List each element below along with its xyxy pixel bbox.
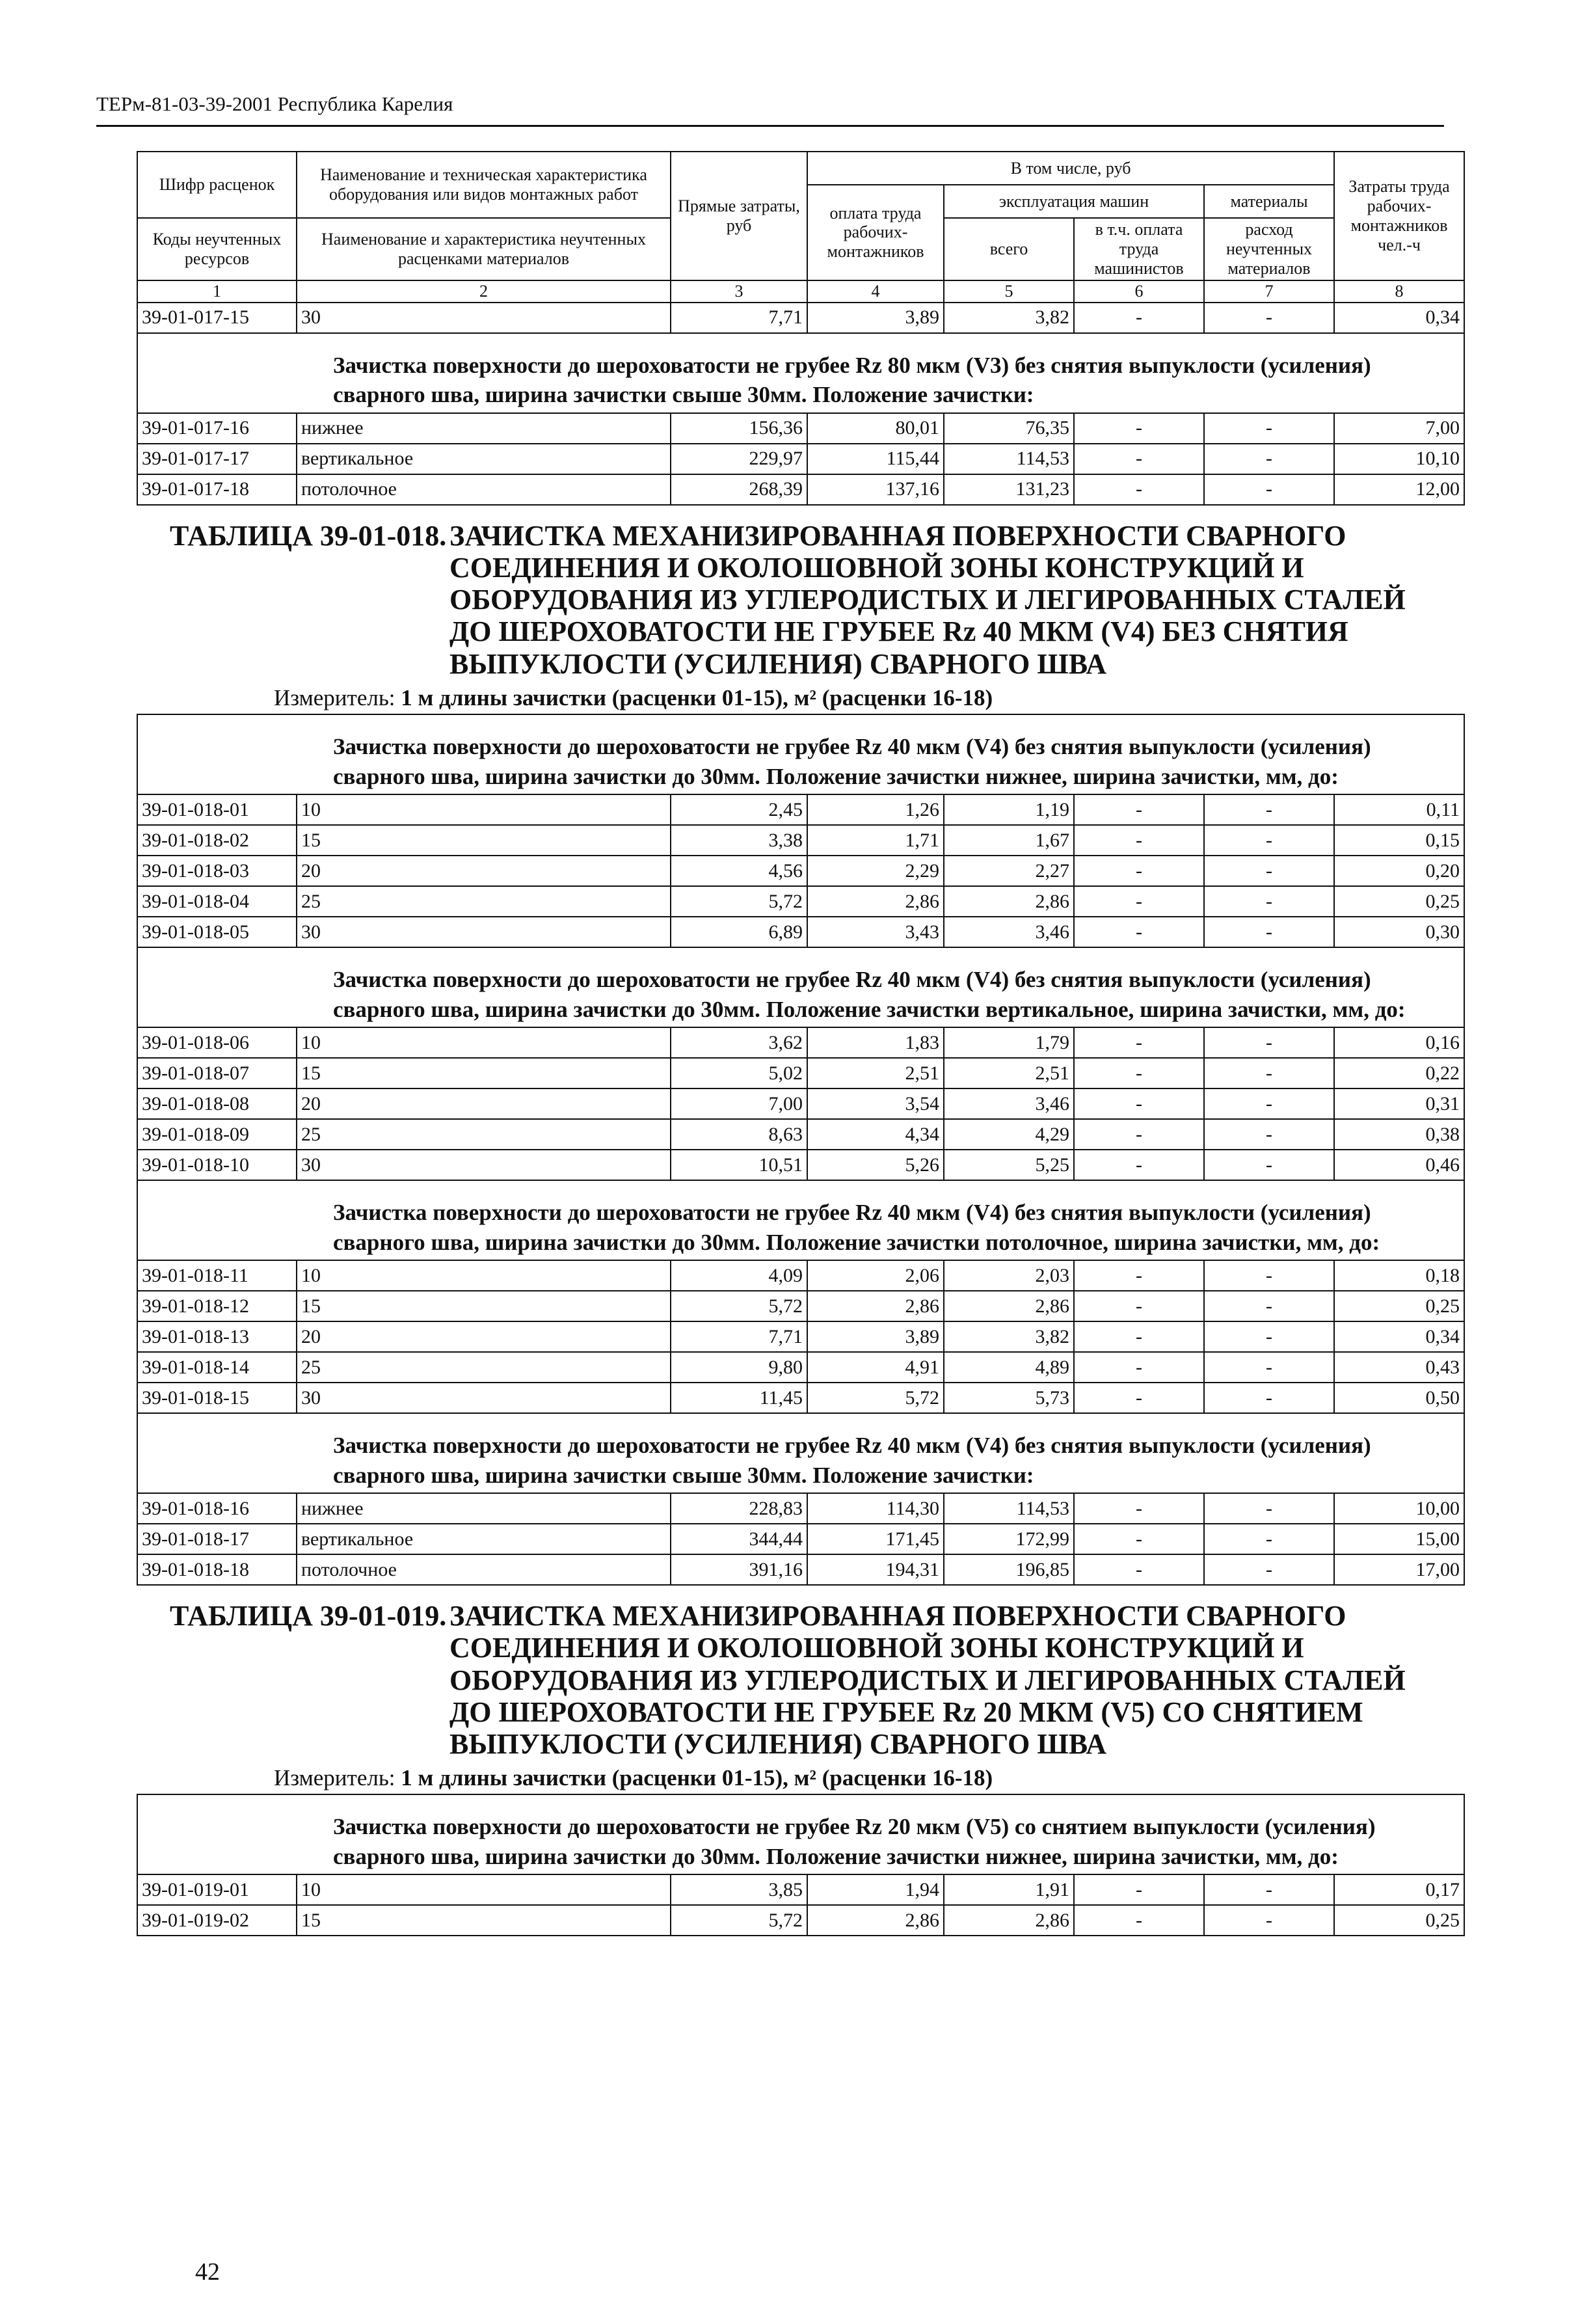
unit-text: 1 м длины зачистки (расценки 01-15), м² (расценки 16-18) — [401, 1765, 993, 1791]
table-row — [137, 1874, 1464, 1905]
labor-cost: 2,06 — [807, 1260, 944, 1291]
direct-cost: 228,83 — [671, 1493, 807, 1524]
section-description: Зачистка поверхности до шероховатости не грубее Rz 40 мкм (V4) без снятия выпуклости (усиления) сварного шва, ширина зачистки до 30мм. Положение зачистки потолочное, ширина зачистки, мм, до: — [137, 1180, 1464, 1260]
rate-code: 39-01-017-18 — [137, 474, 297, 505]
machine-cost: 196,85 — [944, 1554, 1074, 1585]
section-description: Зачистка поверхности до шероховатости не грубее Rz 40 мкм (V4) без снятия выпуклости (усиления) сварного шва, ширина зачистки до 30мм. Положение зачистки вертикальное, ширина зачистки, мм, до: — [137, 947, 1464, 1027]
direct-cost: 5,72 — [671, 1905, 807, 1936]
rate-code: 39-01-018-11 — [137, 1260, 297, 1291]
direct-cost: 3,38 — [671, 825, 807, 856]
table-heading — [137, 1585, 1464, 1794]
labor-cost: 137,16 — [807, 474, 944, 505]
labor-hours: 0,30 — [1334, 917, 1464, 947]
section-row — [137, 1413, 1464, 1493]
unit-of-measure — [137, 685, 1464, 711]
material-usage: - — [1204, 1027, 1334, 1058]
machine-cost: 5,25 — [944, 1150, 1074, 1180]
rate-name: 15 — [297, 1291, 671, 1321]
table-row — [137, 794, 1464, 825]
labor-hours: 0,43 — [1334, 1352, 1464, 1383]
direct-cost: 229,97 — [671, 444, 807, 474]
machine-cost: 3,46 — [944, 1088, 1074, 1119]
labor-cost: 2,86 — [807, 1905, 944, 1936]
material-usage: - — [1204, 886, 1334, 917]
section-row — [137, 947, 1464, 1027]
rate-name: вертикальное — [297, 1524, 671, 1554]
col-mach-total-header: всего — [944, 218, 1074, 280]
material-usage: - — [1204, 1383, 1334, 1413]
col-hours-header: Затраты труда рабочих-монтажников чел.-ч — [1334, 152, 1464, 280]
direct-cost: 7,71 — [671, 303, 807, 333]
rate-code: 39-01-018-09 — [137, 1119, 297, 1150]
machinist-wage: - — [1074, 886, 1204, 917]
labor-hours: 12,00 — [1334, 474, 1464, 505]
rate-name: 10 — [297, 1874, 671, 1905]
table-row — [137, 1291, 1464, 1321]
machinist-wage: - — [1074, 856, 1204, 886]
labor-cost: 80,01 — [807, 413, 944, 444]
labor-cost: 114,30 — [807, 1493, 944, 1524]
labor-hours: 0,18 — [1334, 1260, 1464, 1291]
direct-cost: 7,71 — [671, 1321, 807, 1352]
labor-hours: 0,46 — [1334, 1150, 1464, 1180]
labor-hours: 0,17 — [1334, 1874, 1464, 1905]
rate-code: 39-01-018-04 — [137, 886, 297, 917]
col-direct-header: Прямые затраты, руб — [671, 152, 807, 280]
table-row — [137, 1260, 1464, 1291]
section-description: Зачистка поверхности до шероховатости не грубее Rz 80 мкм (V3) без снятия выпуклости (усиления) сварного шва, ширина зачистки свыше 30мм. Положение зачистки: — [137, 333, 1464, 413]
labor-cost: 2,86 — [807, 1291, 944, 1321]
table-row — [137, 1554, 1464, 1585]
machine-cost: 114,53 — [944, 1493, 1074, 1524]
col-number: 4 — [807, 280, 944, 303]
machine-cost: 1,19 — [944, 794, 1074, 825]
table-row — [137, 917, 1464, 947]
table-heading-row — [137, 1585, 1464, 1794]
machinist-wage: - — [1074, 474, 1204, 505]
table-title: ЗАЧИСТКА МЕХАНИЗИРОВАННАЯ ПОВЕРХНОСТИ СВАРНОГО СОЕДИНЕНИЯ И ОКОЛОШОВНОЙ ЗОНЫ КОНСТРУКЦИЙ И ОБОРУДОВАНИЯ ИЗ УГЛЕРОДИСТЫХ И ЛЕГИРОВАННЫХ СТАЛЕЙ ДО ШЕРОХОВАТОСТИ НЕ ГРУБЕЕ Rz 20 МКМ (V5) СО СНЯТИЕМ ВЫПУКЛОСТИ (УСИЛЕНИЯ) СВАРНОГО ШВА — [449, 1600, 1406, 1761]
section-description: Зачистка поверхности до шероховатости не грубее Rz 40 мкм (V4) без снятия выпуклости (усиления) сварного шва, ширина зачистки до 30мм. Положение зачистки нижнее, ширина зачистки, мм, до: — [137, 714, 1464, 794]
table-title: ЗАЧИСТКА МЕХАНИЗИРОВАННАЯ ПОВЕРХНОСТИ СВАРНОГО СОЕДИНЕНИЯ И ОКОЛОШОВНОЙ ЗОНЫ КОНСТРУКЦИЙ И ОБОРУДОВАНИЯ ИЗ УГЛЕРОДИСТЫХ И ЛЕГИРОВАННЫХ СТАЛЕЙ ДО ШЕРОХОВАТОСТИ НЕ ГРУБЕЕ Rz 40 МКМ (V4) БЕЗ СНЯТИЯ ВЫПУКЛОСТИ (УСИЛЕНИЯ) СВАРНОГО ШВА — [449, 519, 1406, 680]
machine-cost: 3,82 — [944, 1321, 1074, 1352]
col-name-header: Наименование и техническая характеристика оборудования или видов монтажных работ — [297, 152, 671, 218]
col-number: 6 — [1074, 280, 1204, 303]
labor-cost: 1,26 — [807, 794, 944, 825]
unit-of-measure — [137, 1765, 1464, 1791]
machinist-wage: - — [1074, 1260, 1204, 1291]
machine-cost: 2,86 — [944, 886, 1074, 917]
labor-cost: 4,91 — [807, 1352, 944, 1383]
rate-code: 39-01-019-02 — [137, 1905, 297, 1936]
machinist-wage: - — [1074, 1352, 1204, 1383]
labor-cost: 1,71 — [807, 825, 944, 856]
col-mat-usage-header: расход неучтенных материалов — [1204, 218, 1334, 280]
machine-cost: 3,82 — [944, 303, 1074, 333]
machinist-wage: - — [1074, 1905, 1204, 1936]
machinist-wage: - — [1074, 303, 1204, 333]
direct-cost: 3,62 — [671, 1027, 807, 1058]
table-row — [137, 1027, 1464, 1058]
direct-cost: 5,72 — [671, 886, 807, 917]
direct-cost: 4,09 — [671, 1260, 807, 1291]
labor-hours: 0,38 — [1334, 1119, 1464, 1150]
table-row — [137, 474, 1464, 505]
rate-name: 25 — [297, 886, 671, 917]
table-row — [137, 825, 1464, 856]
rate-name: 15 — [297, 1058, 671, 1088]
labor-hours: 0,25 — [1334, 1905, 1464, 1936]
machinist-wage: - — [1074, 917, 1204, 947]
col-number: 8 — [1334, 280, 1464, 303]
labor-cost: 115,44 — [807, 444, 944, 474]
material-usage: - — [1204, 1058, 1334, 1088]
table-title-block — [137, 520, 1464, 680]
machine-cost: 1,91 — [944, 1874, 1074, 1905]
rate-name: нижнее — [297, 413, 671, 444]
machinist-wage: - — [1074, 1874, 1204, 1905]
table-row — [137, 1383, 1464, 1413]
rate-code: 39-01-017-17 — [137, 444, 297, 474]
col-material-name-header: Наименование и характеристика неучтенных расценками материалов — [297, 218, 671, 280]
rate-code: 39-01-018-14 — [137, 1352, 297, 1383]
table-heading-row — [137, 505, 1464, 714]
rate-name: 10 — [297, 1260, 671, 1291]
direct-cost: 3,85 — [671, 1874, 807, 1905]
machine-cost: 2,86 — [944, 1291, 1074, 1321]
material-usage: - — [1204, 1524, 1334, 1554]
rate-code: 39-01-018-17 — [137, 1524, 297, 1554]
machine-cost: 172,99 — [944, 1524, 1074, 1554]
direct-cost: 6,89 — [671, 917, 807, 947]
machinist-wage: - — [1074, 1383, 1204, 1413]
machinist-wage: - — [1074, 1088, 1204, 1119]
direct-cost: 344,44 — [671, 1524, 807, 1554]
labor-cost: 3,89 — [807, 303, 944, 333]
labor-hours: 0,34 — [1334, 303, 1464, 333]
rate-code: 39-01-018-01 — [137, 794, 297, 825]
labor-cost: 4,34 — [807, 1119, 944, 1150]
rate-code: 39-01-018-08 — [137, 1088, 297, 1119]
table-row — [137, 1058, 1464, 1088]
unit-label: Измеритель: — [274, 685, 401, 710]
direct-cost: 7,00 — [671, 1088, 807, 1119]
direct-cost: 2,45 — [671, 794, 807, 825]
labor-cost: 2,86 — [807, 886, 944, 917]
direct-cost: 11,45 — [671, 1383, 807, 1413]
page-number: 42 — [195, 2258, 220, 2286]
material-usage: - — [1204, 1905, 1334, 1936]
machinist-wage: - — [1074, 1493, 1204, 1524]
table-row — [137, 1905, 1464, 1936]
material-usage: - — [1204, 303, 1334, 333]
machine-cost: 76,35 — [944, 413, 1074, 444]
material-usage: - — [1204, 444, 1334, 474]
machinist-wage: - — [1074, 413, 1204, 444]
rate-name: потолочное — [297, 1554, 671, 1585]
labor-cost: 1,94 — [807, 1874, 944, 1905]
machine-cost: 3,46 — [944, 917, 1074, 947]
labor-hours: 0,15 — [1334, 825, 1464, 856]
rate-name: 30 — [297, 917, 671, 947]
column-number-row — [137, 280, 1464, 303]
labor-cost: 2,51 — [807, 1058, 944, 1088]
rate-code: 39-01-018-15 — [137, 1383, 297, 1413]
rate-code: 39-01-018-12 — [137, 1291, 297, 1321]
col-number: 5 — [944, 280, 1074, 303]
rate-name: 30 — [297, 1150, 671, 1180]
machine-cost: 131,23 — [944, 474, 1074, 505]
rate-code: 39-01-017-16 — [137, 413, 297, 444]
direct-cost: 8,63 — [671, 1119, 807, 1150]
labor-hours: 0,22 — [1334, 1058, 1464, 1088]
machine-cost: 2,86 — [944, 1905, 1074, 1936]
labor-hours: 10,10 — [1334, 444, 1464, 474]
material-usage: - — [1204, 474, 1334, 505]
rate-code: 39-01-018-06 — [137, 1027, 297, 1058]
unit-text: 1 м длины зачистки (расценки 01-15), м² (расценки 16-18) — [401, 685, 993, 710]
section-row — [137, 1180, 1464, 1260]
machine-cost: 4,89 — [944, 1352, 1074, 1383]
material-usage: - — [1204, 825, 1334, 856]
section-description: Зачистка поверхности до шероховатости не грубее Rz 40 мкм (V4) без снятия выпуклости (усиления) сварного шва, ширина зачистки свыше 30мм. Положение зачистки: — [137, 1413, 1464, 1493]
col-labor-header: оплата труда рабочих-монтажников — [807, 185, 944, 280]
material-usage: - — [1204, 1260, 1334, 1291]
col-number: 1 — [137, 280, 297, 303]
rate-name: 20 — [297, 856, 671, 886]
labor-cost: 3,43 — [807, 917, 944, 947]
machinist-wage: - — [1074, 1291, 1204, 1321]
labor-cost: 3,54 — [807, 1088, 944, 1119]
labor-hours: 0,20 — [1334, 856, 1464, 886]
machinist-wage: - — [1074, 1150, 1204, 1180]
table-row — [137, 1493, 1464, 1524]
rate-name: 20 — [297, 1321, 671, 1352]
machinist-wage: - — [1074, 1119, 1204, 1150]
rate-code: 39-01-019-01 — [137, 1874, 297, 1905]
rate-code: 39-01-018-10 — [137, 1150, 297, 1180]
header-rule — [96, 125, 1444, 127]
direct-cost: 5,02 — [671, 1058, 807, 1088]
col-machines-header: эксплуатация машин — [944, 185, 1204, 218]
table-row — [137, 1321, 1464, 1352]
machinist-wage: - — [1074, 1027, 1204, 1058]
material-usage: - — [1204, 1088, 1334, 1119]
direct-cost: 268,39 — [671, 474, 807, 505]
table-row — [137, 1524, 1464, 1554]
material-usage: - — [1204, 413, 1334, 444]
rate-code: 39-01-017-15 — [137, 303, 297, 333]
machinist-wage: - — [1074, 794, 1204, 825]
labor-cost: 5,26 — [807, 1150, 944, 1180]
unit-label: Измеритель: — [274, 1765, 401, 1791]
machine-cost: 114,53 — [944, 444, 1074, 474]
rate-name: нижнее — [297, 1493, 671, 1524]
machinist-wage: - — [1074, 1524, 1204, 1554]
direct-cost: 156,36 — [671, 413, 807, 444]
labor-cost: 3,89 — [807, 1321, 944, 1352]
machine-cost: 2,03 — [944, 1260, 1074, 1291]
direct-cost: 391,16 — [671, 1554, 807, 1585]
machine-cost: 4,29 — [944, 1119, 1074, 1150]
labor-hours: 0,11 — [1334, 794, 1464, 825]
table-row — [137, 886, 1464, 917]
direct-cost: 5,72 — [671, 1291, 807, 1321]
rate-code: 39-01-018-05 — [137, 917, 297, 947]
table-header — [137, 152, 1464, 303]
labor-hours: 0,25 — [1334, 886, 1464, 917]
machine-cost: 2,27 — [944, 856, 1074, 886]
material-usage: - — [1204, 1321, 1334, 1352]
material-usage: - — [1204, 917, 1334, 947]
col-resource-code-header: Коды неучтенных ресурсов — [137, 218, 297, 280]
labor-hours: 7,00 — [1334, 413, 1464, 444]
rate-name: 25 — [297, 1119, 671, 1150]
col-number: 3 — [671, 280, 807, 303]
rate-code: 39-01-018-07 — [137, 1058, 297, 1088]
table-row — [137, 1150, 1464, 1180]
machinist-wage: - — [1074, 1058, 1204, 1088]
rate-name: 25 — [297, 1352, 671, 1383]
labor-hours: 10,00 — [1334, 1493, 1464, 1524]
table-body — [137, 303, 1464, 1936]
section-row — [137, 333, 1464, 413]
section-row — [137, 1794, 1464, 1874]
labor-cost: 5,72 — [807, 1383, 944, 1413]
rate-code: 39-01-018-16 — [137, 1493, 297, 1524]
labor-hours: 0,16 — [1334, 1027, 1464, 1058]
machinist-wage: - — [1074, 444, 1204, 474]
table-number: ТАБЛИЦА 39-01-018. — [170, 519, 447, 552]
col-mach-wage-header: в т.ч. оплата труда машинистов — [1074, 218, 1204, 280]
labor-hours: 0,50 — [1334, 1383, 1464, 1413]
table-row — [137, 413, 1464, 444]
labor-hours: 0,25 — [1334, 1291, 1464, 1321]
rate-name: 20 — [297, 1088, 671, 1119]
col-including-header: В том числе, руб — [807, 152, 1334, 185]
direct-cost: 4,56 — [671, 856, 807, 886]
labor-hours: 17,00 — [1334, 1554, 1464, 1585]
col-number: 7 — [1204, 280, 1334, 303]
section-description: Зачистка поверхности до шероховатости не грубее Rz 20 мкм (V5) со снятием выпуклости (усиления) сварного шва, ширина зачистки до 30мм. Положение зачистки нижнее, ширина зачистки, мм, до: — [137, 1794, 1464, 1874]
material-usage: - — [1204, 794, 1334, 825]
direct-cost: 9,80 — [671, 1352, 807, 1383]
table-row — [137, 1352, 1464, 1383]
labor-hours: 0,31 — [1334, 1088, 1464, 1119]
material-usage: - — [1204, 1554, 1334, 1585]
table-row — [137, 444, 1464, 474]
rate-code: 39-01-018-02 — [137, 825, 297, 856]
labor-cost: 171,45 — [807, 1524, 944, 1554]
page-header: ТЕРм-81-03-39-2001 Республика Карелия — [96, 92, 453, 115]
material-usage: - — [1204, 1119, 1334, 1150]
labor-cost: 194,31 — [807, 1554, 944, 1585]
rates-table — [137, 151, 1465, 1936]
rate-code: 39-01-018-03 — [137, 856, 297, 886]
machinist-wage: - — [1074, 1321, 1204, 1352]
direct-cost: 10,51 — [671, 1150, 807, 1180]
machine-cost: 5,73 — [944, 1383, 1074, 1413]
material-usage: - — [1204, 1352, 1334, 1383]
rate-name: потолочное — [297, 474, 671, 505]
material-usage: - — [1204, 856, 1334, 886]
table-row — [137, 303, 1464, 333]
rate-name: 10 — [297, 794, 671, 825]
table-heading — [137, 505, 1464, 714]
machine-cost: 1,67 — [944, 825, 1074, 856]
col-materials-header: материалы — [1204, 185, 1334, 218]
col-code-header: Шифр расценок — [137, 152, 297, 218]
table-number: ТАБЛИЦА 39-01-019. — [170, 1600, 447, 1632]
rate-code: 39-01-018-18 — [137, 1554, 297, 1585]
rate-name: вертикальное — [297, 444, 671, 474]
rate-name: 10 — [297, 1027, 671, 1058]
rate-name: 15 — [297, 825, 671, 856]
machinist-wage: - — [1074, 825, 1204, 856]
machine-cost: 2,51 — [944, 1058, 1074, 1088]
machine-cost: 1,79 — [944, 1027, 1074, 1058]
rate-name: 30 — [297, 1383, 671, 1413]
labor-cost: 2,29 — [807, 856, 944, 886]
rate-name: 30 — [297, 303, 671, 333]
labor-cost: 1,83 — [807, 1027, 944, 1058]
section-row — [137, 714, 1464, 794]
table-row — [137, 856, 1464, 886]
labor-hours: 15,00 — [1334, 1524, 1464, 1554]
rate-code: 39-01-018-13 — [137, 1321, 297, 1352]
material-usage: - — [1204, 1150, 1334, 1180]
material-usage: - — [1204, 1874, 1334, 1905]
material-usage: - — [1204, 1291, 1334, 1321]
rate-name: 15 — [297, 1905, 671, 1936]
material-usage: - — [1204, 1493, 1334, 1524]
table-row — [137, 1088, 1464, 1119]
col-number: 2 — [297, 280, 671, 303]
machinist-wage: - — [1074, 1554, 1204, 1585]
labor-hours: 0,34 — [1334, 1321, 1464, 1352]
table-title-block — [137, 1600, 1464, 1760]
table-row — [137, 1119, 1464, 1150]
